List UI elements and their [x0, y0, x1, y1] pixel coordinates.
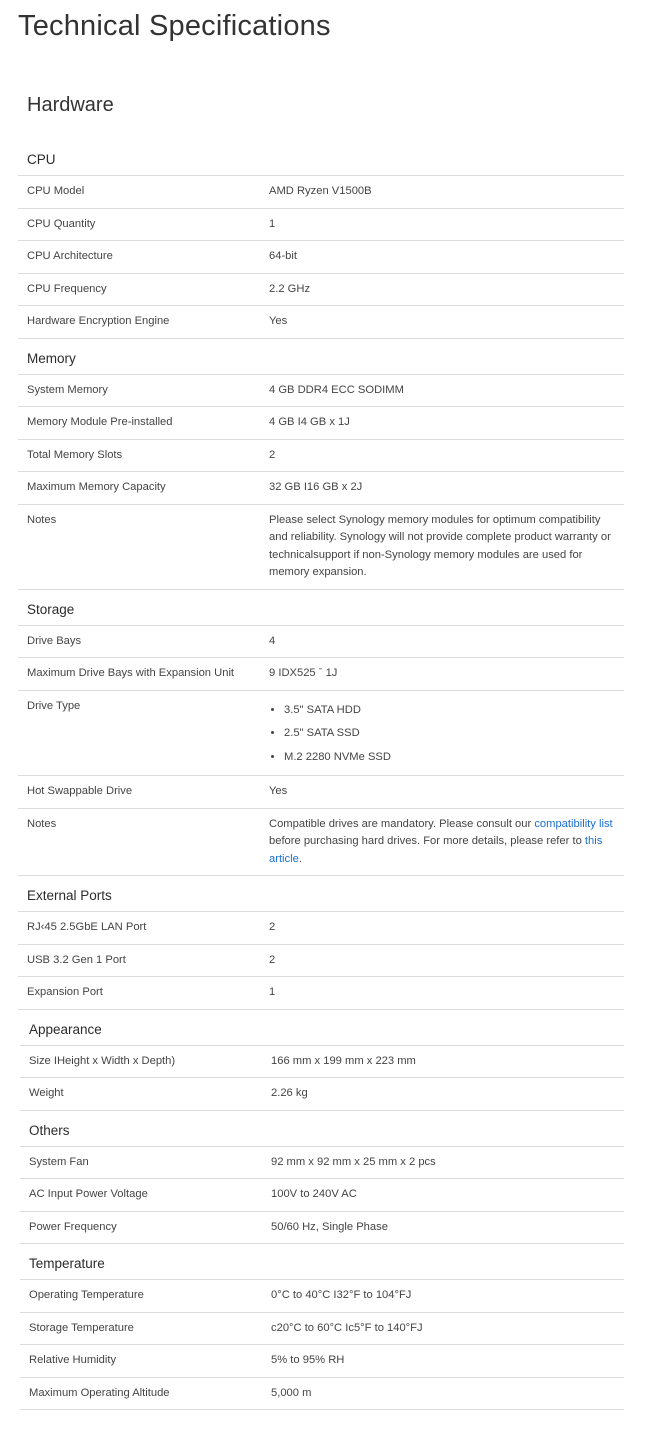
spec-label: RJ‹45 2.5GbE LAN Port	[27, 921, 147, 933]
spec-value: 9 IDX525 ˉ 1J	[269, 667, 338, 679]
spec-row-weight	[20, 1078, 624, 1111]
spec-label: System Fan	[29, 1155, 89, 1168]
spec-label: Maximum Drive Bays with Expansion Unit	[27, 667, 235, 679]
spec-value: c20°C to 60°C Ic5°F to 140°FJ	[271, 1321, 423, 1334]
spec-value	[269, 816, 624, 869]
spec-label: Storage Temperature	[29, 1321, 134, 1334]
spec-row-operating-temperature	[20, 1280, 624, 1313]
section-title-cpu: CPU	[18, 140, 624, 176]
spec-label: Operating Temperature	[29, 1289, 144, 1301]
spec-row-encryption-engine	[18, 306, 624, 339]
notes-text: before purchasing hard drives. For more details, please refer to	[269, 835, 585, 847]
spec-label: Size IHeight x Width x Depth)	[29, 1054, 176, 1067]
spec-row-drive-bays	[18, 626, 624, 659]
spec-label: CPU Frequency	[27, 282, 107, 295]
spec-row-memory-preinstalled	[18, 407, 624, 440]
spec-row-lan-port	[18, 912, 624, 945]
section-external-ports	[18, 876, 624, 1010]
spec-value: 64-bit	[269, 250, 297, 262]
notes-text: Compatible drives are mandatory. Please consult our	[269, 817, 535, 830]
hardware-heading: Hardware	[27, 94, 114, 116]
spec-label: AC Input Power Voltage	[29, 1188, 148, 1200]
spec-value: 32 GB I16 GB x 2J	[269, 481, 363, 493]
section-title-memory: Memory	[18, 339, 624, 375]
spec-label: Maximum Operating Altitude	[29, 1386, 170, 1399]
list-item: • 3.5" SATA HDD	[284, 698, 616, 722]
spec-label: Weight	[29, 1087, 64, 1099]
spec-value: 2	[269, 953, 276, 966]
compatibility-list-link[interactable]: compatibility list	[534, 817, 613, 830]
spec-value: 1	[269, 986, 276, 998]
section-storage	[18, 590, 624, 877]
spec-value: 4	[269, 634, 276, 647]
section-title-temperature: Temperature	[20, 1244, 624, 1280]
spec-row-storage-temperature	[20, 1313, 624, 1346]
spec-value: Yes	[269, 315, 288, 327]
list-item: • M.2 2280 NVMe SSD	[284, 745, 616, 769]
spec-value: 1	[269, 217, 276, 230]
spec-row-system-memory	[18, 375, 624, 408]
section-title-external-ports: External Ports	[18, 876, 624, 912]
spec-label: Notes	[27, 513, 57, 526]
drive-type-list	[269, 698, 616, 769]
spec-label: USB 3.2 Gen 1 Port	[27, 953, 126, 966]
spec-label: Drive Bays	[27, 634, 82, 647]
spec-row-max-memory	[18, 472, 624, 505]
spec-label: System Memory	[27, 383, 108, 396]
spec-value: 0°C to 40°C I32°F to 104°FJ	[271, 1289, 412, 1301]
spec-label: Notes	[27, 817, 57, 830]
spec-row-cpu-model	[18, 176, 624, 209]
spec-label: Expansion Port	[27, 986, 103, 998]
spec-value: 92 mm x 92 mm x 25 mm x 2 pcs	[271, 1155, 436, 1168]
spec-row-power-frequency	[20, 1212, 624, 1245]
spec-value: AMD Ryzen V1500B	[269, 185, 372, 197]
spec-row-max-drive-bays	[18, 658, 624, 691]
spec-row-cpu-quantity	[18, 209, 624, 242]
section-appearance	[20, 1010, 624, 1111]
spec-value: 5,000 m	[271, 1386, 312, 1399]
spec-row-usb-port	[18, 945, 624, 978]
spec-label: CPU Model	[27, 185, 85, 197]
spec-label: Power Frequency	[29, 1220, 117, 1233]
spec-value: 100V to 240V AC	[271, 1188, 357, 1200]
spec-value: 50/60 Hz, Single Phase	[271, 1220, 388, 1233]
list-item: • 2.5" SATA SSD	[284, 721, 616, 745]
spec-label: Relative Humidity	[29, 1354, 117, 1366]
section-title-others: Others	[20, 1111, 624, 1147]
section-title-appearance: Appearance	[20, 1010, 624, 1046]
section-others	[20, 1111, 624, 1245]
spec-value: 2	[269, 448, 276, 461]
spec-row-size	[20, 1046, 624, 1079]
spec-table	[18, 140, 624, 1410]
spec-value: 2.26 kg	[271, 1087, 308, 1099]
spec-value: 4 GB I4 GB x 1J	[269, 416, 350, 428]
spec-row-storage-notes	[18, 809, 624, 877]
spec-value: 166 mm x 199 mm x 223 mm	[271, 1054, 416, 1067]
spec-row-memory-notes	[18, 505, 624, 590]
spec-row-system-fan	[20, 1147, 624, 1180]
spec-value: 4 GB DDR4 ECC SODIMM	[269, 383, 404, 396]
spec-row-max-altitude	[20, 1378, 624, 1411]
spec-row-cpu-architecture	[18, 241, 624, 274]
spec-row-expansion-port	[18, 977, 624, 1010]
spec-value: 2.2 GHz	[269, 282, 311, 295]
spec-label: Maximum Memory Capacity	[27, 481, 166, 493]
section-title-storage: Storage	[18, 590, 624, 626]
section-memory	[18, 339, 624, 590]
spec-row-drive-type	[18, 691, 624, 777]
spec-row-memory-slots	[18, 440, 624, 473]
spec-label: Memory Module Pre-installed	[27, 416, 173, 428]
spec-row-cpu-frequency	[18, 274, 624, 307]
spec-label: CPU Quantity	[27, 217, 96, 230]
spec-row-power-voltage	[20, 1179, 624, 1212]
spec-label: Hardware Encryption Engine	[27, 315, 170, 327]
page-title: Technical Specifications	[18, 10, 331, 42]
section-temperature	[20, 1244, 624, 1410]
spec-label: Total Memory Slots	[27, 448, 123, 461]
this-article-link[interactable]: this article	[269, 835, 603, 865]
spec-value	[269, 698, 624, 769]
spec-value: 5% to 95% RH	[271, 1354, 345, 1366]
spec-label: Drive Type	[27, 699, 81, 712]
notes-text: .	[298, 852, 302, 865]
spec-row-hot-swap	[18, 776, 624, 809]
spec-value: Please select Synology memory modules for optimum compatibility and reliability. Synology will not provide complete product warranty or technicalsupport if non-Synology memory modules are used for memory expansion.	[269, 513, 611, 578]
section-cpu	[18, 140, 624, 339]
spec-value: 2	[269, 921, 276, 933]
spec-row-relative-humidity	[20, 1345, 624, 1378]
spec-label: CPU Architecture	[27, 250, 113, 262]
spec-label: Hot Swappable Drive	[27, 785, 133, 797]
spec-value: Yes	[269, 785, 288, 797]
